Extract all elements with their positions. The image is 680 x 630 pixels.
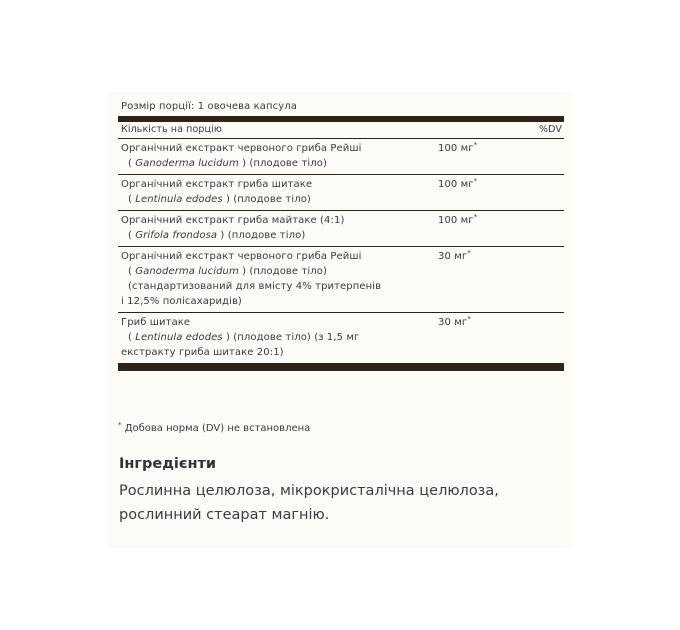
supplement-facts-table: [118, 100, 564, 371]
amount-mark: *: [473, 177, 478, 185]
ingredient-name-cell: [118, 141, 438, 171]
amount-cell: [438, 210, 477, 243]
ingredients-text: Рослинна целюлоза, мікрокристалічна целюлоза, рослинний стеарат магнію.: [119, 483, 499, 523]
amount-cell: [438, 246, 471, 309]
scientific-name-line: [121, 330, 438, 345]
sci-prefix: (: [128, 194, 136, 205]
sci-suffix: ) (плодове тіло) (з 1,5 мг: [222, 332, 360, 343]
table-row: [118, 211, 564, 247]
amount-value: 30 мг: [438, 317, 468, 328]
bottom-divider-bar: [118, 364, 564, 371]
table-row: [118, 175, 564, 211]
amount-mark: *: [467, 249, 471, 257]
amount-value: 100 мг: [438, 179, 474, 190]
ingredient-name: Органічний екстракт червоного гриба Рейші: [121, 251, 362, 262]
serving-size: Розмір порції: 1 овочева капсула: [121, 101, 298, 112]
amount-cell: [438, 138, 477, 171]
scientific-name-line: [121, 228, 438, 243]
sci-prefix: (: [128, 230, 136, 241]
ingredient-name: Органічний екстракт гриба шитаке: [121, 179, 313, 190]
ingredient-name-cell: [118, 177, 438, 207]
amount-value: 30 мг: [438, 251, 468, 262]
sci-prefix: (: [128, 158, 136, 169]
sci-suffix: ) (плодове тіло): [217, 230, 306, 241]
amount-mark: *: [467, 315, 471, 323]
scientific-name-line: [121, 264, 438, 279]
amount-cell: [438, 174, 477, 207]
sci-prefix: (: [128, 266, 136, 277]
ingredient-extra-line: і 12,5% полісахаридів): [121, 296, 242, 307]
scientific-name: Grifola frondosa: [135, 230, 218, 241]
amount-cell: [438, 312, 471, 360]
ingredient-name: Органічний екстракт червоного гриба Рейші: [121, 143, 362, 154]
sci-suffix: ) (плодове тіло): [238, 158, 327, 169]
ingredients-title: Інгредієнти: [119, 456, 217, 472]
amount-value: 100 мг: [438, 143, 474, 154]
table-row: [118, 313, 564, 364]
amount-mark: *: [473, 141, 478, 149]
scientific-name: Lentinula edodes: [135, 194, 223, 205]
sci-prefix: (: [128, 332, 136, 343]
ingredient-name-cell: [118, 213, 438, 243]
dv-footnote: [118, 418, 310, 436]
sci-suffix: ) (плодове тіло): [222, 194, 311, 205]
amount-mark: *: [473, 213, 478, 221]
ingredient-name-cell: [118, 249, 438, 309]
amount-per-serving-label: Кількість на порцію: [121, 124, 222, 135]
scientific-name: Lentinula edodes: [135, 332, 223, 343]
scientific-name-line: [121, 192, 438, 207]
scientific-name: Ganoderma lucidum: [135, 158, 239, 169]
ingredient-name: Органічний екстракт гриба майтаке (4:1): [121, 215, 345, 226]
scientific-name-line: [121, 156, 438, 171]
amount-value: 100 мг: [438, 215, 474, 226]
supplement-panel: [108, 92, 574, 548]
ingredient-extra-line: (стандартизований для вмісту 4% тритерпенів: [128, 281, 382, 292]
ingredient-name-cell: [118, 315, 438, 360]
scientific-name: Ganoderma lucidum: [135, 266, 239, 277]
table-header-row: [118, 122, 564, 139]
table-row: [118, 247, 564, 313]
ingredient-extra-line: екстракту гриба шитаке 20:1): [121, 347, 284, 358]
footnote-mark: *: [118, 421, 122, 429]
dv-label: %DV: [539, 124, 562, 135]
table-row: [118, 139, 564, 175]
sci-suffix: ) (плодове тіло): [238, 266, 327, 277]
ingredient-name: Гриб шитаке: [121, 317, 191, 328]
footnote-text: Добова норма (DV) не встановлена: [124, 423, 311, 434]
